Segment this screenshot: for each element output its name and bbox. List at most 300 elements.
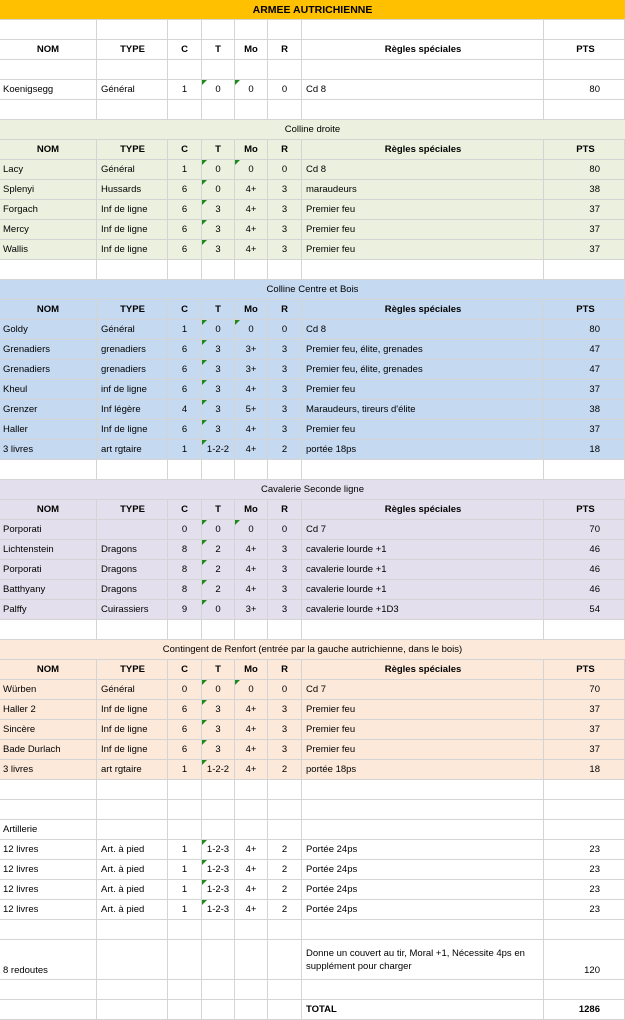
empty-cell[interactable] — [544, 260, 625, 280]
unit-r[interactable]: 3 — [268, 340, 302, 360]
header-regles[interactable]: Règles spéciales — [302, 140, 544, 160]
header-c[interactable]: C — [168, 140, 202, 160]
empty-cell[interactable] — [0, 100, 97, 120]
unit-regles[interactable]: Portée 24ps — [302, 880, 544, 900]
unit-nom[interactable]: Wallis — [0, 240, 97, 260]
unit-t[interactable]: 3 — [202, 720, 235, 740]
unit-mo[interactable]: 3+ — [235, 360, 268, 380]
unit-pts[interactable]: 47 — [544, 340, 625, 360]
unit-mo[interactable]: 0 — [235, 680, 268, 700]
unit-regles[interactable]: Premier feu — [302, 420, 544, 440]
unit-c[interactable]: 6 — [168, 220, 202, 240]
empty-cell[interactable] — [544, 820, 625, 840]
empty-cell[interactable] — [544, 60, 625, 80]
unit-r[interactable]: 3 — [268, 380, 302, 400]
empty-cell[interactable] — [97, 920, 168, 940]
header-r[interactable]: R — [268, 660, 302, 680]
unit-regles[interactable]: Premier feu — [302, 720, 544, 740]
empty-cell[interactable] — [97, 940, 168, 980]
unit-nom[interactable]: Bade Durlach — [0, 740, 97, 760]
unit-t[interactable]: 3 — [202, 420, 235, 440]
unit-pts[interactable]: 70 — [544, 680, 625, 700]
section-title[interactable]: Cavalerie Seconde ligne — [0, 480, 625, 500]
unit-t[interactable]: 1-2-3 — [202, 840, 235, 860]
empty-cell[interactable] — [0, 60, 97, 80]
unit-type[interactable]: Général — [97, 320, 168, 340]
header-mo[interactable]: Mo — [235, 500, 268, 520]
unit-regles[interactable]: Premier feu, élite, grenades — [302, 360, 544, 380]
unit-type[interactable]: grenadiers — [97, 360, 168, 380]
empty-cell[interactable] — [268, 60, 302, 80]
sheet-title[interactable]: ARMEE AUTRICHIENNE — [0, 0, 625, 20]
unit-type[interactable] — [97, 520, 168, 540]
header-t[interactable]: T — [202, 300, 235, 320]
unit-regles[interactable]: cavalerie lourde +1 — [302, 560, 544, 580]
empty-cell[interactable] — [202, 20, 235, 40]
unit-mo[interactable]: 4+ — [235, 900, 268, 920]
unit-regles[interactable]: Cd 7 — [302, 680, 544, 700]
header-t[interactable]: T — [202, 500, 235, 520]
unit-regles[interactable]: Portée 24ps — [302, 900, 544, 920]
header-regles[interactable]: Règles spéciales — [302, 500, 544, 520]
empty-cell[interactable] — [202, 800, 235, 820]
empty-cell[interactable] — [202, 1000, 235, 1020]
empty-cell[interactable] — [97, 820, 168, 840]
unit-t[interactable]: 1-2-3 — [202, 900, 235, 920]
unit-r[interactable]: 3 — [268, 580, 302, 600]
unit-c[interactable]: 0 — [168, 520, 202, 540]
empty-cell[interactable] — [235, 20, 268, 40]
unit-r[interactable]: 3 — [268, 200, 302, 220]
empty-cell[interactable] — [202, 60, 235, 80]
header-mo[interactable]: Mo — [235, 660, 268, 680]
unit-c[interactable]: 0 — [168, 680, 202, 700]
unit-pts[interactable]: 18 — [544, 440, 625, 460]
header-nom[interactable]: NOM — [0, 660, 97, 680]
unit-c[interactable]: 6 — [168, 240, 202, 260]
header-regles[interactable]: Règles spéciales — [302, 40, 544, 60]
empty-cell[interactable] — [97, 260, 168, 280]
redoutes-pts[interactable]: 120 — [544, 940, 625, 980]
empty-cell[interactable] — [235, 780, 268, 800]
unit-type[interactable]: Général — [97, 80, 168, 100]
empty-cell[interactable] — [168, 780, 202, 800]
empty-cell[interactable] — [202, 940, 235, 980]
unit-c[interactable]: 1 — [168, 840, 202, 860]
unit-pts[interactable]: 37 — [544, 700, 625, 720]
unit-nom[interactable]: Haller — [0, 420, 97, 440]
unit-mo[interactable]: 0 — [235, 80, 268, 100]
unit-mo[interactable]: 4+ — [235, 720, 268, 740]
unit-pts[interactable]: 38 — [544, 400, 625, 420]
unit-mo[interactable]: 4+ — [235, 580, 268, 600]
empty-cell[interactable] — [235, 980, 268, 1000]
unit-pts[interactable]: 46 — [544, 540, 625, 560]
empty-cell[interactable] — [97, 800, 168, 820]
unit-t[interactable]: 1-2-3 — [202, 880, 235, 900]
unit-pts[interactable]: 37 — [544, 200, 625, 220]
empty-cell[interactable] — [202, 980, 235, 1000]
unit-nom[interactable]: Würben — [0, 680, 97, 700]
empty-cell[interactable] — [302, 780, 544, 800]
unit-nom[interactable]: Grenadiers — [0, 360, 97, 380]
header-pts[interactable]: PTS — [544, 500, 625, 520]
total-value[interactable]: 1286 — [544, 1000, 625, 1020]
unit-mo[interactable]: 4+ — [235, 200, 268, 220]
unit-c[interactable]: 1 — [168, 80, 202, 100]
unit-r[interactable]: 2 — [268, 440, 302, 460]
unit-nom[interactable]: Porporati — [0, 520, 97, 540]
unit-type[interactable]: Art. à pied — [97, 840, 168, 860]
empty-cell[interactable] — [268, 920, 302, 940]
unit-nom[interactable]: Grenzer — [0, 400, 97, 420]
empty-cell[interactable] — [235, 820, 268, 840]
unit-mo[interactable]: 0 — [235, 520, 268, 540]
unit-r[interactable]: 0 — [268, 520, 302, 540]
unit-type[interactable]: Dragons — [97, 580, 168, 600]
unit-mo[interactable]: 4+ — [235, 740, 268, 760]
unit-mo[interactable]: 0 — [235, 160, 268, 180]
header-r[interactable]: R — [268, 500, 302, 520]
empty-cell[interactable] — [168, 1000, 202, 1020]
unit-t[interactable]: 2 — [202, 580, 235, 600]
empty-cell[interactable] — [202, 620, 235, 640]
empty-cell[interactable] — [544, 20, 625, 40]
empty-cell[interactable] — [544, 920, 625, 940]
empty-cell[interactable] — [168, 800, 202, 820]
unit-r[interactable]: 2 — [268, 880, 302, 900]
empty-cell[interactable] — [202, 260, 235, 280]
unit-nom[interactable]: 3 livres — [0, 440, 97, 460]
total-label[interactable]: TOTAL — [302, 1000, 544, 1020]
unit-nom[interactable]: Kheul — [0, 380, 97, 400]
unit-mo[interactable]: 4+ — [235, 760, 268, 780]
redoutes-nom[interactable]: 8 redoutes — [0, 940, 97, 980]
unit-r[interactable]: 2 — [268, 860, 302, 880]
unit-c[interactable]: 1 — [168, 760, 202, 780]
empty-cell[interactable] — [0, 260, 97, 280]
unit-regles[interactable]: maraudeurs — [302, 180, 544, 200]
empty-cell[interactable] — [202, 100, 235, 120]
empty-cell[interactable] — [302, 620, 544, 640]
unit-type[interactable]: Inf de ligne — [97, 240, 168, 260]
empty-cell[interactable] — [0, 620, 97, 640]
unit-mo[interactable]: 3+ — [235, 600, 268, 620]
header-nom[interactable]: NOM — [0, 300, 97, 320]
empty-cell[interactable] — [544, 780, 625, 800]
unit-r[interactable]: 0 — [268, 80, 302, 100]
unit-pts[interactable]: 23 — [544, 860, 625, 880]
unit-nom[interactable]: Koenigsegg — [0, 80, 97, 100]
unit-pts[interactable]: 37 — [544, 720, 625, 740]
empty-cell[interactable] — [302, 980, 544, 1000]
header-c[interactable]: C — [168, 300, 202, 320]
unit-t[interactable]: 3 — [202, 360, 235, 380]
unit-type[interactable]: Inf de ligne — [97, 200, 168, 220]
unit-pts[interactable]: 37 — [544, 220, 625, 240]
header-nom[interactable]: NOM — [0, 40, 97, 60]
unit-r[interactable]: 0 — [268, 320, 302, 340]
empty-cell[interactable] — [0, 780, 97, 800]
header-t[interactable]: T — [202, 40, 235, 60]
empty-cell[interactable] — [97, 460, 168, 480]
empty-cell[interactable] — [202, 460, 235, 480]
unit-c[interactable]: 1 — [168, 900, 202, 920]
unit-t[interactable]: 3 — [202, 380, 235, 400]
unit-r[interactable]: 3 — [268, 700, 302, 720]
unit-type[interactable]: Dragons — [97, 540, 168, 560]
empty-cell[interactable] — [302, 460, 544, 480]
unit-mo[interactable]: 4+ — [235, 180, 268, 200]
unit-r[interactable]: 0 — [268, 680, 302, 700]
unit-mo[interactable]: 4+ — [235, 240, 268, 260]
header-pts[interactable]: PTS — [544, 300, 625, 320]
unit-r[interactable]: 3 — [268, 720, 302, 740]
header-r[interactable]: R — [268, 140, 302, 160]
unit-c[interactable]: 6 — [168, 200, 202, 220]
empty-cell[interactable] — [544, 460, 625, 480]
unit-type[interactable]: inf de ligne — [97, 380, 168, 400]
empty-cell[interactable] — [97, 1000, 168, 1020]
empty-cell[interactable] — [97, 100, 168, 120]
empty-cell[interactable] — [302, 800, 544, 820]
header-r[interactable]: R — [268, 40, 302, 60]
empty-cell[interactable] — [235, 1000, 268, 1020]
unit-t[interactable]: 3 — [202, 240, 235, 260]
unit-nom[interactable]: 12 livres — [0, 860, 97, 880]
unit-r[interactable]: 2 — [268, 900, 302, 920]
unit-r[interactable]: 2 — [268, 840, 302, 860]
empty-cell[interactable] — [268, 820, 302, 840]
unit-mo[interactable]: 4+ — [235, 380, 268, 400]
empty-cell[interactable] — [268, 260, 302, 280]
redoutes-regles[interactable]: Donne un couvert au tir, Moral +1, Nécessite 4ps en supplément pour charger — [302, 940, 544, 980]
unit-c[interactable]: 9 — [168, 600, 202, 620]
empty-cell[interactable] — [0, 920, 97, 940]
unit-nom[interactable]: Lacy — [0, 160, 97, 180]
unit-pts[interactable]: 47 — [544, 360, 625, 380]
unit-regles[interactable]: Premier feu — [302, 200, 544, 220]
empty-cell[interactable] — [268, 780, 302, 800]
unit-regles[interactable]: Premier feu — [302, 380, 544, 400]
header-t[interactable]: T — [202, 140, 235, 160]
unit-t[interactable]: 2 — [202, 560, 235, 580]
empty-cell[interactable] — [0, 1000, 97, 1020]
unit-mo[interactable]: 0 — [235, 320, 268, 340]
unit-type[interactable]: Dragons — [97, 560, 168, 580]
unit-nom[interactable]: Lichtenstein — [0, 540, 97, 560]
unit-c[interactable]: 8 — [168, 580, 202, 600]
empty-cell[interactable] — [168, 100, 202, 120]
header-pts[interactable]: PTS — [544, 40, 625, 60]
header-pts[interactable]: PTS — [544, 140, 625, 160]
unit-c[interactable]: 8 — [168, 560, 202, 580]
unit-r[interactable]: 3 — [268, 220, 302, 240]
unit-type[interactable]: Hussards — [97, 180, 168, 200]
unit-type[interactable]: art rgtaire — [97, 440, 168, 460]
empty-cell[interactable] — [168, 920, 202, 940]
unit-nom[interactable]: Goldy — [0, 320, 97, 340]
empty-cell[interactable] — [302, 100, 544, 120]
unit-nom[interactable]: Grenadiers — [0, 340, 97, 360]
unit-pts[interactable]: 37 — [544, 240, 625, 260]
unit-regles[interactable]: Premier feu — [302, 240, 544, 260]
unit-regles[interactable]: cavalerie lourde +1 — [302, 580, 544, 600]
empty-cell[interactable] — [168, 20, 202, 40]
unit-r[interactable]: 3 — [268, 360, 302, 380]
unit-nom[interactable]: Palffy — [0, 600, 97, 620]
unit-r[interactable]: 3 — [268, 540, 302, 560]
unit-t[interactable]: 0 — [202, 520, 235, 540]
unit-type[interactable]: Inf de ligne — [97, 220, 168, 240]
unit-c[interactable]: 6 — [168, 360, 202, 380]
unit-c[interactable]: 1 — [168, 860, 202, 880]
unit-nom[interactable]: 12 livres — [0, 880, 97, 900]
section-title[interactable]: Contingent de Renfort (entrée par la gauche autrichienne, dans le bois) — [0, 640, 625, 660]
unit-mo[interactable]: 4+ — [235, 540, 268, 560]
empty-cell[interactable] — [268, 1000, 302, 1020]
unit-pts[interactable]: 70 — [544, 520, 625, 540]
unit-c[interactable]: 1 — [168, 160, 202, 180]
empty-cell[interactable] — [168, 260, 202, 280]
unit-r[interactable]: 3 — [268, 400, 302, 420]
unit-t[interactable]: 3 — [202, 340, 235, 360]
unit-regles[interactable]: portée 18ps — [302, 760, 544, 780]
unit-pts[interactable]: 37 — [544, 420, 625, 440]
empty-cell[interactable] — [97, 60, 168, 80]
header-type[interactable]: TYPE — [97, 40, 168, 60]
unit-c[interactable]: 6 — [168, 740, 202, 760]
section-title[interactable]: Colline Centre et Bois — [0, 280, 625, 300]
unit-c[interactable]: 6 — [168, 340, 202, 360]
unit-type[interactable]: Inf de ligne — [97, 720, 168, 740]
empty-cell[interactable] — [202, 780, 235, 800]
empty-cell[interactable] — [302, 920, 544, 940]
unit-c[interactable]: 1 — [168, 320, 202, 340]
header-type[interactable]: TYPE — [97, 300, 168, 320]
header-regles[interactable]: Règles spéciales — [302, 300, 544, 320]
unit-t[interactable]: 0 — [202, 180, 235, 200]
unit-mo[interactable]: 4+ — [235, 220, 268, 240]
header-type[interactable]: TYPE — [97, 660, 168, 680]
unit-nom[interactable]: Forgach — [0, 200, 97, 220]
empty-cell[interactable] — [544, 620, 625, 640]
unit-t[interactable]: 3 — [202, 400, 235, 420]
header-type[interactable]: TYPE — [97, 140, 168, 160]
unit-pts[interactable]: 37 — [544, 740, 625, 760]
unit-pts[interactable]: 23 — [544, 900, 625, 920]
unit-pts[interactable]: 80 — [544, 80, 625, 100]
unit-mo[interactable]: 3+ — [235, 340, 268, 360]
empty-cell[interactable] — [235, 100, 268, 120]
unit-c[interactable]: 6 — [168, 380, 202, 400]
unit-nom[interactable]: 12 livres — [0, 840, 97, 860]
unit-r[interactable]: 3 — [268, 180, 302, 200]
empty-cell[interactable] — [0, 800, 97, 820]
unit-r[interactable]: 3 — [268, 420, 302, 440]
unit-t[interactable]: 1-2-2 — [202, 760, 235, 780]
empty-cell[interactable] — [544, 800, 625, 820]
empty-cell[interactable] — [302, 260, 544, 280]
unit-c[interactable]: 1 — [168, 440, 202, 460]
unit-regles[interactable]: cavalerie lourde +1 — [302, 540, 544, 560]
unit-c[interactable]: 6 — [168, 720, 202, 740]
empty-cell[interactable] — [97, 20, 168, 40]
empty-cell[interactable] — [302, 60, 544, 80]
unit-type[interactable]: art rgtaire — [97, 760, 168, 780]
unit-pts[interactable]: 23 — [544, 840, 625, 860]
unit-type[interactable]: Général — [97, 160, 168, 180]
empty-cell[interactable] — [0, 980, 97, 1000]
artillerie-label[interactable]: Artillerie — [0, 820, 97, 840]
unit-regles[interactable]: Cd 8 — [302, 80, 544, 100]
unit-t[interactable]: 0 — [202, 320, 235, 340]
unit-t[interactable]: 0 — [202, 160, 235, 180]
empty-cell[interactable] — [202, 820, 235, 840]
unit-regles[interactable]: Portée 24ps — [302, 840, 544, 860]
unit-r[interactable]: 0 — [268, 160, 302, 180]
empty-cell[interactable] — [168, 820, 202, 840]
unit-t[interactable]: 1-2-3 — [202, 860, 235, 880]
unit-mo[interactable]: 4+ — [235, 440, 268, 460]
unit-type[interactable]: Général — [97, 680, 168, 700]
unit-mo[interactable]: 4+ — [235, 860, 268, 880]
unit-c[interactable]: 4 — [168, 400, 202, 420]
unit-r[interactable]: 3 — [268, 560, 302, 580]
empty-cell[interactable] — [268, 940, 302, 980]
empty-cell[interactable] — [235, 920, 268, 940]
unit-nom[interactable]: Porporati — [0, 560, 97, 580]
unit-nom[interactable]: 3 livres — [0, 760, 97, 780]
unit-t[interactable]: 2 — [202, 540, 235, 560]
unit-pts[interactable]: 80 — [544, 320, 625, 340]
unit-nom[interactable]: 12 livres — [0, 900, 97, 920]
empty-cell[interactable] — [235, 60, 268, 80]
unit-t[interactable]: 3 — [202, 740, 235, 760]
empty-cell[interactable] — [235, 620, 268, 640]
header-mo[interactable]: Mo — [235, 300, 268, 320]
unit-mo[interactable]: 4+ — [235, 560, 268, 580]
unit-regles[interactable]: Portée 24ps — [302, 860, 544, 880]
header-mo[interactable]: Mo — [235, 140, 268, 160]
unit-mo[interactable]: 4+ — [235, 700, 268, 720]
unit-regles[interactable]: Premier feu — [302, 700, 544, 720]
header-c[interactable]: C — [168, 40, 202, 60]
empty-cell[interactable] — [97, 980, 168, 1000]
unit-pts[interactable]: 54 — [544, 600, 625, 620]
unit-type[interactable]: Inf de ligne — [97, 420, 168, 440]
empty-cell[interactable] — [235, 800, 268, 820]
unit-mo[interactable]: 4+ — [235, 420, 268, 440]
unit-regles[interactable]: Cd 8 — [302, 320, 544, 340]
header-regles[interactable]: Règles spéciales — [302, 660, 544, 680]
unit-regles[interactable]: Maraudeurs, tireurs d'élite — [302, 400, 544, 420]
header-type[interactable]: TYPE — [97, 500, 168, 520]
unit-c[interactable]: 6 — [168, 700, 202, 720]
empty-cell[interactable] — [97, 780, 168, 800]
unit-pts[interactable]: 80 — [544, 160, 625, 180]
empty-cell[interactable] — [268, 980, 302, 1000]
unit-type[interactable]: Art. à pied — [97, 860, 168, 880]
empty-cell[interactable] — [268, 460, 302, 480]
unit-nom[interactable]: Haller 2 — [0, 700, 97, 720]
unit-pts[interactable]: 38 — [544, 180, 625, 200]
unit-pts[interactable]: 18 — [544, 760, 625, 780]
unit-regles[interactable]: Cd 8 — [302, 160, 544, 180]
unit-r[interactable]: 3 — [268, 740, 302, 760]
unit-type[interactable]: Inf légère — [97, 400, 168, 420]
empty-cell[interactable] — [235, 460, 268, 480]
